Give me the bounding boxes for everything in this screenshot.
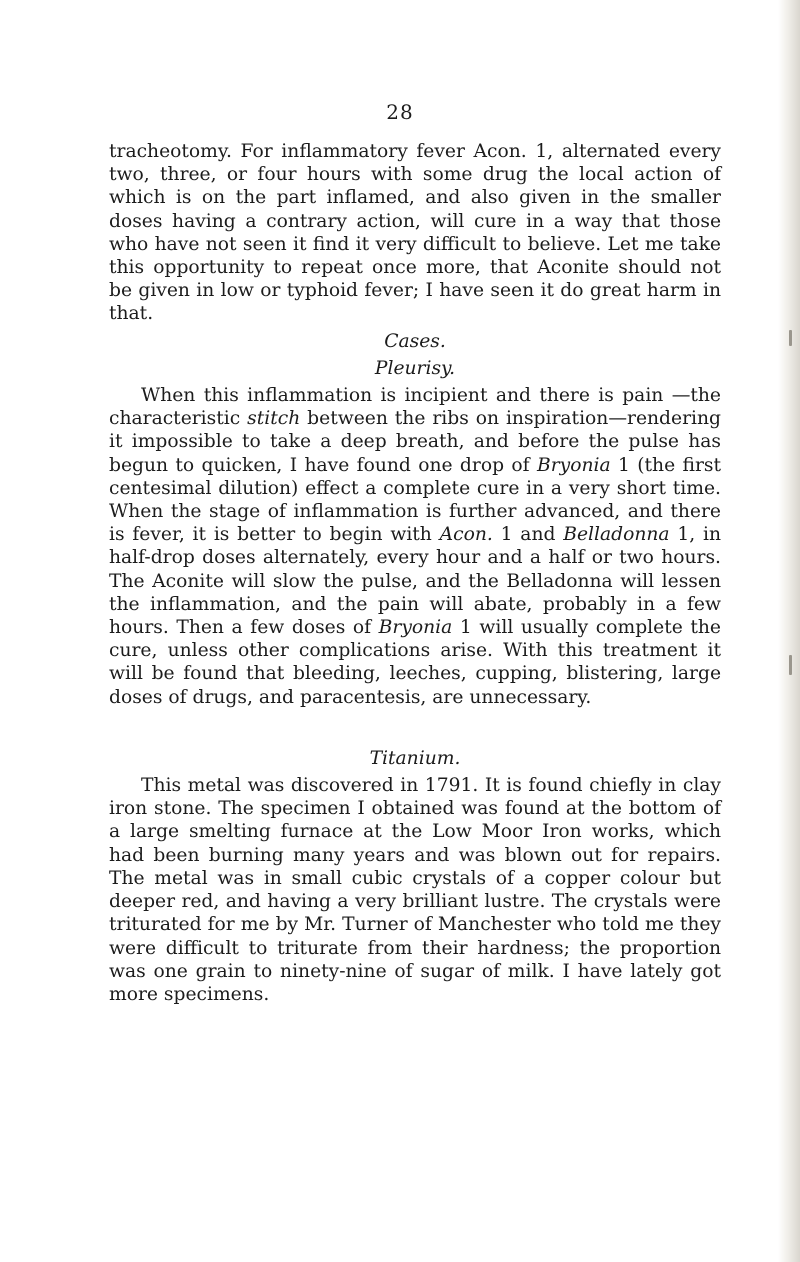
- page-number: 28: [386, 100, 414, 124]
- page-edge-shadow: [778, 0, 800, 1262]
- italic-term-bryonia: Bryonia: [378, 617, 453, 639]
- titanium-paragraph: This metal was discovered in 1791. It is found chiefly in clay iron stone. The specimen I obtained was found at the bottom of a large smelting furnace at the Low Moor Iron works, which had been burning many years and was blown out for repairs. The metal was in small cubic crystals of a copper colour but deeper red, and having a very brilliant lustre. The crystals were triturated for me by Mr. Turner of Manchester who told me they were difficult to triturate from their hardness; the proportion was one grain to ninety-nine of sugar of milk. I have lately got more specimens.: [109, 775, 721, 1005]
- pleurisy-paragraph: [109, 384, 721, 709]
- edge-mark: [789, 330, 792, 346]
- cases-heading: Cases.: [384, 330, 446, 352]
- italic-term-stitch: stitch: [247, 408, 301, 430]
- body-text: [109, 140, 721, 1006]
- titanium-heading: Titanium.: [369, 747, 461, 769]
- text-run: 1 (the first centesimal dilution) effect a complete cure in a very short time. When the stage of inflammation is further advanced, and there is fever, it is better to begin with: [109, 454, 722, 546]
- text-run: When this inflammation is incipient and there is pain —the characteristic: [109, 385, 721, 430]
- pleurisy-heading: Pleurisy.: [374, 357, 456, 379]
- text-run: 1 and: [492, 524, 564, 546]
- italic-term-acon: Acon.: [439, 524, 493, 546]
- text-run: between the ribs on inspiration—rendering it impossible to take a deep breath, and before the pulse has begun to quicken, I have found one drop of: [109, 408, 721, 476]
- intro-paragraph: tracheotomy. For inflammatory fever Acon. 1, alternated every two, three, or four hours with some drug the local action of which is on the part inflamed, and also given in the smaller doses having a contrary action, will cure in a way that those who have not seen it find it very difficult to believe. Let me take this opportunity to repeat once more, that Aconite should not be given in low or typhoid fever; I have seen it do great harm in that.: [109, 141, 721, 325]
- text-run: 1, in half-drop doses alternately, every hour and a half or two hours. The Aconite will slow the pulse, and the Belladonna will lessen the inflammation, and the pain will abate, probably in a few hours. Then a few doses of: [109, 524, 721, 639]
- italic-term-bryonia: Bryonia: [536, 454, 611, 476]
- text-run: 1 will usually complete the cure, unless other complications arise. With this treatment it will be found that bleeding, leeches, cupping, blistering, large doses of drugs, and paracentesis, are unnecessary.: [109, 617, 721, 708]
- italic-term-belladonna: Belladonna: [563, 524, 670, 546]
- edge-mark: [789, 655, 792, 675]
